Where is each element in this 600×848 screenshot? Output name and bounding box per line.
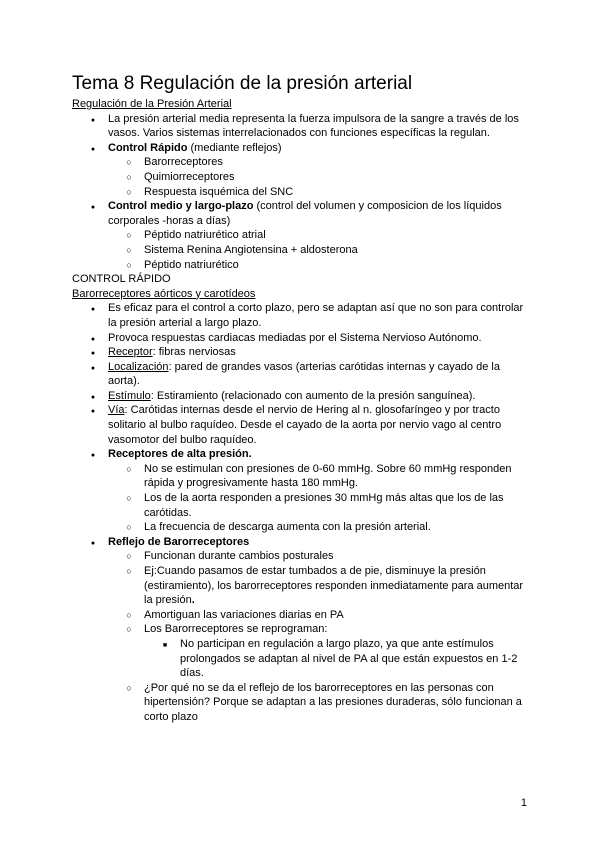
bullet-dot-icon: [87, 112, 99, 129]
bullet-circle-icon: [123, 155, 135, 170]
sub-list-item: ○ Los de la aorta responden a presiones 30 mmHg más altas que los de las carótidas.: [72, 491, 532, 520]
sub-list-item: ○ La frecuencia de descarga aumenta con la presión arterial.: [72, 520, 532, 535]
bullet-circle-icon: [123, 622, 135, 637]
sub-sub-list-item: ■ No participan en regulación a largo plazo, ya que ante estímulos prolongados se adaptan al nivel de PA al que están expuestos en 1-2 días.: [72, 637, 532, 681]
list-item: ● Es eficaz para el control a corto plazo, pero se adaptan así que no son para controlar la presión arterial a largo plazo.: [72, 301, 532, 330]
bullet-circle-icon: [123, 564, 135, 579]
bullet-circle-icon: [123, 228, 135, 243]
sub-list-item: ○ Barorreceptores: [72, 155, 532, 170]
bullet-circle-icon: [123, 170, 135, 185]
page-number: 1: [520, 797, 527, 809]
list-item: ● Control Rápido (mediante reflejos): [72, 141, 532, 156]
list-item: ● Estímulo: Estiramiento (relacionado con aumento de la presión sanguínea).: [72, 389, 532, 404]
list-item: ● Provoca respuestas cardiacas mediadas por el Sistema Nervioso Autónomo.: [72, 331, 532, 346]
section1-list: [72, 112, 532, 273]
list-item: ● Control medio y largo-plazo (control del volumen y composicion de los líquidos corporales -horas a días): [72, 199, 532, 228]
bullet-circle-icon: [123, 185, 135, 200]
document-page: [72, 72, 532, 725]
sub-list-item: ○ Funcionan durante cambios posturales: [72, 549, 532, 564]
bullet-dot-icon: [87, 301, 99, 318]
sub-list-item: ○ Amortiguan las variaciones diarias en PA: [72, 608, 532, 623]
bullet-circle-icon: [123, 681, 135, 696]
sub-list-item: ○ ¿Por qué no se da el reflejo de los barorreceptores en las personas con hipertensión? Porque se adaptan a las presiones duraderas, sólo funcionan a corto plazo: [72, 681, 532, 725]
bullet-square-icon: [159, 637, 171, 654]
section2-list: [72, 301, 532, 724]
section-heading-control-rapido: CONTROL RÁPIDO: [72, 273, 171, 286]
sub-list-item: ○ Quimiorreceptores: [72, 170, 532, 185]
page-title: Tema 8 Regulación de la presión arterial: [72, 73, 413, 94]
list-item: ● Reflejo de Barorreceptores: [72, 535, 532, 550]
section-heading-regulacion: Regulación de la Presión Arterial: [72, 98, 232, 110]
sub-list-item: ○ Respuesta isquémica del SNC: [72, 185, 532, 200]
sub-list-item: ○ No se estimulan con presiones de 0-60 mmHg. Sobre 60 mmHg responden rápida y progresivamente hasta 180 mmHg.: [72, 462, 532, 491]
list-item: ● La presión arterial media representa la fuerza impulsora de la sangre a través de los vasos. Varios sistemas interrelacionados con funciones específicas la regulan.: [72, 112, 532, 141]
sub-list-item: ○ Péptido natriurético: [72, 258, 532, 273]
bullet-dot-icon: [87, 403, 99, 420]
sub-list-item: ○ Péptido natriurético atrial: [72, 228, 532, 243]
bullet-circle-icon: [123, 520, 135, 535]
list-item: ● Localización: pared de grandes vasos (arterias carótidas internas y cayado de la aorta).: [72, 360, 532, 389]
sub-list-item: ○ Los Barorreceptores se reprograman:: [72, 622, 532, 637]
sub-list-item: ○ Ej:Cuando pasamos de estar tumbados a de pie, disminuye la presión (estiramiento), los barorreceptores responden inmediatamente para aumentar la presión.: [72, 564, 532, 608]
list-item: ● Receptor: fibras nerviosas: [72, 345, 532, 360]
list-item: ● Receptores de alta presión.: [72, 447, 532, 462]
sub-list-item: ○ Sistema Renina Angiotensina + aldosterona: [72, 243, 532, 258]
bullet-circle-icon: [123, 258, 135, 273]
bullet-dot-icon: [87, 360, 99, 377]
list-item: ● Vía: Carótidas internas desde el nervio de Hering al n. glosofaríngeo y por tracto solitario al bulbo raquídeo. Desde el cayado de la aorta por nervio vago al centro vasomotor del bulbo raquídeo.: [72, 403, 532, 447]
bullet-dot-icon: [87, 199, 99, 216]
section-subheading-barorreceptores: Barorreceptores aórticos y carotídeos: [72, 287, 256, 300]
bullet-circle-icon: [123, 462, 135, 477]
bullet-circle-icon: [123, 549, 135, 564]
bullet-circle-icon: [123, 491, 135, 506]
bullet-circle-icon: [123, 243, 135, 258]
bullet-circle-icon: [123, 608, 135, 623]
